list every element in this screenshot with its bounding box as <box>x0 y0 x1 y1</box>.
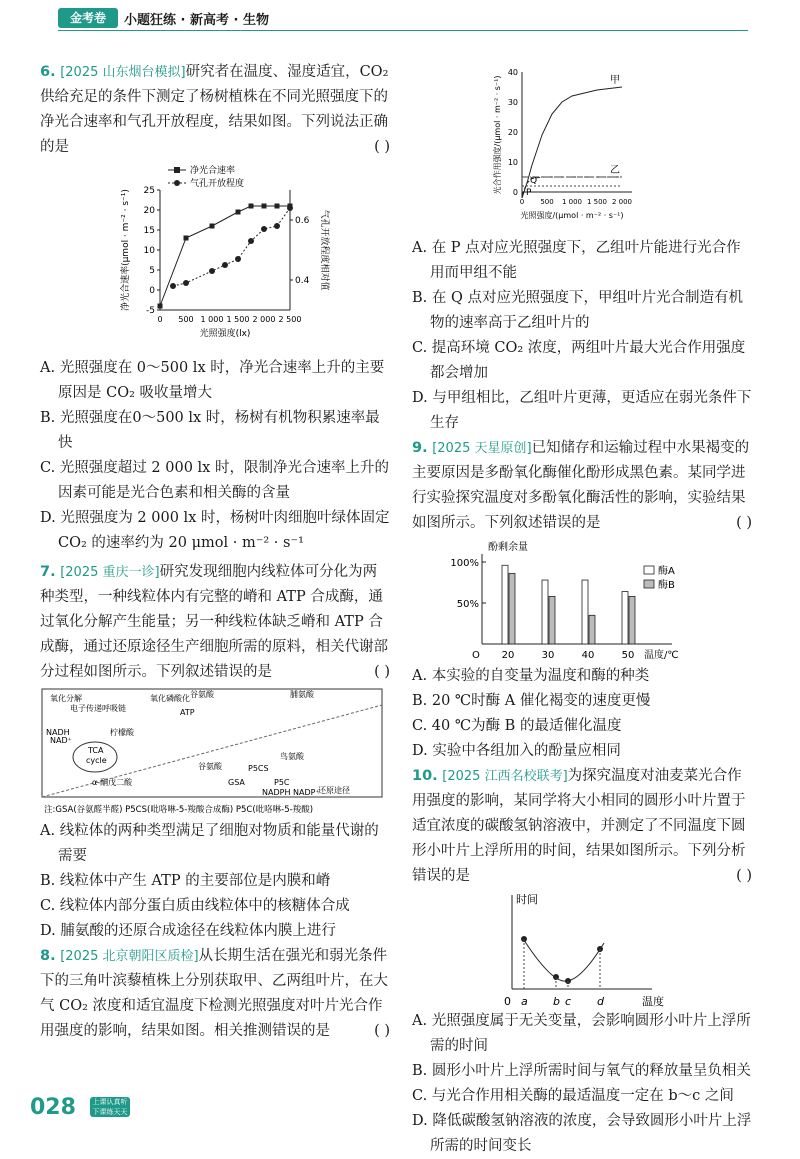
x-tick-label: d <box>597 995 604 1008</box>
q9-source: [2025 天星原创] <box>432 441 532 456</box>
bar-enzyme-a <box>622 592 628 644</box>
stomata-point <box>222 262 228 268</box>
q10-option-b: B. 圆形小叶片上浮所需时间与氧气的释放量呈负相关 <box>412 1063 751 1079</box>
q6-text: 研究者在温度、湿度适宜，CO₂ 供给充足的条件下测定了杨树植株在不同光照强度下的净光合速率和气孔开放程度，结果如图。下列说法正确的是 <box>40 64 389 155</box>
diagram-label: 还原途径 <box>318 786 350 795</box>
q9-number: 9. <box>412 440 428 456</box>
stomata-point <box>261 226 267 232</box>
x-axis-label: 温度 <box>642 995 664 1008</box>
stomata-point <box>287 205 293 211</box>
point-p-label: P <box>526 188 532 198</box>
diagram-label: 脯氨酸 <box>290 690 314 699</box>
y-tick-label: 30 <box>507 98 518 107</box>
q7-diagram <box>40 687 390 817</box>
x-tick-label: 500 <box>540 198 554 206</box>
net-photosynthesis-line <box>160 206 290 306</box>
y-tick-label: 20 <box>143 206 155 216</box>
legend-label-a: 酶A <box>658 566 675 577</box>
q7-answer-paren: ( ) <box>374 664 390 680</box>
q7-option-c: C. 线粒体内部分蛋白质由线粒体中的核糖体合成 <box>40 898 350 914</box>
bar-enzyme-b <box>509 573 515 644</box>
y-tick-label: 5 <box>149 266 155 276</box>
diagram-label: P5CS <box>248 764 269 773</box>
diagram-label: P5C <box>274 778 290 787</box>
x-tick-label: 0 <box>504 995 511 1008</box>
bar-enzyme-a <box>582 580 588 644</box>
bar-enzyme-a <box>502 565 508 644</box>
q9-option-a: A. 本实验的自变量为温度和酶的种类 <box>412 668 650 684</box>
q10-text: 为探究温度对油麦菜光合作用强度的影响，某同学将大小相同的圆形小叶片置于适宜浓度的碳酸氢钠溶液中，并测定了不同温度下圆形小叶片上浮所用的时间，结果如图所示。下列分析错误的是 <box>412 768 746 884</box>
q6-answer-paren: ( ) <box>374 139 390 155</box>
book-title: 小题狂练 · 新高考 · 生物 <box>124 13 269 28</box>
q8-answer-paren: ( ) <box>374 1023 390 1039</box>
x-tick-label: 0 <box>157 315 163 324</box>
diagram-label: 柠檬酸 <box>110 728 134 737</box>
q10-stem <box>412 764 752 889</box>
left-column <box>40 60 390 1044</box>
q6-option-b: B. 光照强度在0～500 lx 时，杨树有机物积累速率最快 <box>40 410 380 451</box>
footer-slogan: 上课认真听 下课练天天 <box>90 1097 130 1117</box>
q7-stem <box>40 560 390 685</box>
diagram-label: 电子传递呼吸链 <box>70 704 126 713</box>
q10-answer-paren: ( ) <box>736 868 752 884</box>
y-tick-label: 40 <box>507 68 518 77</box>
x-tick-label: 0 <box>519 198 525 206</box>
q9-figure <box>412 536 752 664</box>
series-yi-label: 乙 <box>610 165 620 176</box>
q10-option-a: A. 光照强度属于无关变量，会影响圆形小叶片上浮所需的时间 <box>412 1013 751 1054</box>
legend-swatch-b <box>644 580 654 588</box>
x-tick-label: 1 500 <box>586 198 608 206</box>
q6-figure <box>40 160 390 356</box>
diagram-label: cycle <box>86 756 107 765</box>
x-tick-label: 1 000 <box>561 198 583 206</box>
net-photosynthesis-point <box>184 236 189 241</box>
q9-answer-paren: ( ) <box>736 515 752 531</box>
legend-label-b: 酶B <box>658 580 675 591</box>
x-axis-label: 光照强度(lx) <box>199 329 251 339</box>
stomata-point <box>274 223 280 229</box>
q7-figure <box>40 687 390 817</box>
diagram-label: 鸟氨酸 <box>280 752 304 761</box>
q6-option-a: A. 光照强度在 0～500 lx 时，净光合速率上升的主要原因是 CO₂ 吸收量增大 <box>40 360 385 401</box>
bar-enzyme-b <box>629 596 635 644</box>
legend-label-stomata: 气孔开放程度 <box>190 179 245 189</box>
origin-label: O <box>472 650 480 661</box>
q10-figure <box>412 889 752 1009</box>
diagram-label: GSA <box>228 778 245 787</box>
q10-option-d: D. 降低碳酸氢钠溶液的浓度，会导致圆形小叶片上浮所需的时间变长 <box>412 1113 752 1154</box>
y-tick-label: 20 <box>507 128 518 137</box>
net-photosynthesis-point <box>158 304 163 309</box>
y-tick-label: 15 <box>143 226 155 236</box>
point-q-label: Q <box>530 176 538 186</box>
y2-tick-label: 0.4 <box>295 276 310 286</box>
q8-option-a: A. 在 P 点对应光照强度下，乙组叶片能进行光合作用而甲组不能 <box>412 240 741 281</box>
y-axis-label: 酚剩余量 <box>488 542 528 553</box>
diagram-label: ATP <box>180 708 195 717</box>
legend-label-net: 净光合速率 <box>190 166 236 176</box>
y-tick-label: -5 <box>146 306 155 316</box>
q8-chart <box>412 60 752 236</box>
stomata-point <box>209 268 215 274</box>
y-axis-label: 净光合速率(μmol · m⁻² · s⁻¹) <box>121 189 131 311</box>
q6-number: 6. <box>40 64 56 80</box>
q8-source: [2025 北京朝阳区质检] <box>60 949 199 964</box>
header-rule <box>58 30 748 31</box>
q6-source: [2025 山东烟台模拟] <box>60 65 186 80</box>
bar-enzyme-b <box>549 596 555 644</box>
net-photosynthesis-point <box>210 224 215 229</box>
q8-text: 从长期生活在强光和弱光条件下的三角叶滨藜植株上分别获取甲、乙两组叶片，在大气 CO₂ 浓度和适宜温度下检测光照强度对叶片光合作用强度的影响，结果如图。相关推测错误的是 <box>40 948 388 1039</box>
y-tick-label: 0 <box>512 188 518 197</box>
page-number: 028 <box>30 1095 76 1120</box>
diagram-label: NAD⁺ <box>50 736 72 745</box>
q7-source: [2025 重庆一诊] <box>60 565 160 580</box>
y-tick-label: 0 <box>149 286 155 296</box>
legend-marker-stomata <box>174 180 180 186</box>
y-axis-label: 时间 <box>516 893 538 906</box>
q8-option-d: D. 与甲组相比，乙组叶片更薄，更适应在弱光条件下生存 <box>412 390 752 431</box>
q7-number: 7. <box>40 564 56 580</box>
stomata-point <box>183 280 189 286</box>
q6-option-c: C. 光照强度超过 2 000 lx 时，限制净光合速率上升的因素可能是光合色素和相关酶的含量 <box>40 460 389 501</box>
y-tick-label: 25 <box>143 186 155 196</box>
x-tick-label: a <box>521 995 528 1008</box>
q7-option-b: B. 线粒体中产生 ATP 的主要部位是内膜和嵴 <box>40 873 331 889</box>
x-tick-label: 500 <box>178 315 194 324</box>
x-tick-label: 40 <box>581 650 595 661</box>
y-tick-label: 100% <box>450 558 479 569</box>
q8-option-c: C. 提高环境 CO₂ 浓度，两组叶片最大光合作用强度都会增加 <box>412 340 746 381</box>
y-tick-label: 10 <box>143 246 155 256</box>
x-axis-label: 光照强度/(μmol · m⁻² · s⁻¹) <box>520 211 624 220</box>
q7-option-a: A. 线粒体的两种类型满足了细胞对物质和能量代谢的需要 <box>40 823 379 864</box>
q8-option-b: B. 在 Q 点对应光照强度下，甲组叶片光合制造有机物的速率高于乙组叶片的 <box>412 290 743 331</box>
net-photosynthesis-point <box>262 204 267 209</box>
diagram-label: 氧化磷酸化 <box>150 694 190 703</box>
y2-tick-label: 0.6 <box>295 216 310 226</box>
x-tick-label: 30 <box>541 650 555 661</box>
x-tick-label: 50 <box>621 650 635 661</box>
time-curve <box>522 937 604 981</box>
y-axis-label: 光合作用强度/(μmol · m⁻² · s⁻¹) <box>493 75 502 195</box>
q9-option-b: B. 20 ℃时酶 A 催化褐变的速度更慢 <box>412 693 651 709</box>
y-tick-label: 10 <box>507 158 518 167</box>
q7-text: 研究发现细胞内线粒体可分化为两种类型，一种线粒体内有完整的嵴和 ATP 合成酶，通过氧化分解产生能量；另一种线粒体缺乏嵴和 ATP 合成酶，通过还原途径生产细胞所需的原料，相关代谢部分过程如图所示。下列叙述错误的是 <box>40 564 388 680</box>
stomata-point <box>170 283 176 289</box>
q10-number: 10. <box>412 768 438 784</box>
q6-chart <box>40 160 390 356</box>
x-tick-label: 2 500 <box>278 315 302 324</box>
x-tick-label: b <box>553 995 560 1008</box>
diagram-label: NADPH NADP⁺ <box>262 788 320 797</box>
diagram-label: α-酮戊二酸 <box>92 778 133 787</box>
legend-swatch-a <box>644 566 654 574</box>
q8-figure <box>412 60 752 236</box>
q7-option-d: D. 脯氨酸的还原合成途径在线粒体内膜上进行 <box>40 923 336 939</box>
q9-chart <box>412 536 752 664</box>
bar-enzyme-b <box>589 615 595 644</box>
stomata-point <box>248 238 254 244</box>
diagram-caption: 注:GSA(谷氨醛半醛) P5CS(吡咯啉-5-羧酸合成酶) P5C(吡咯啉-5-羧酸) <box>44 805 314 815</box>
q9-option-d: D. 实验中各组加入的酚量应相同 <box>412 743 621 759</box>
q9-stem <box>412 436 752 536</box>
net-photosynthesis-point <box>236 210 241 215</box>
x-tick-label: 2 000 <box>252 315 276 324</box>
q10-option-c: C. 与光合作用相关酶的最适温度一定在 b～c 之间 <box>412 1088 734 1104</box>
q6-option-d: D. 光照强度为 2 000 lx 时，杨树叶肉细胞叶绿体固定 CO₂ 的速率约为 20 μmol · m⁻² · s⁻¹ <box>40 510 390 551</box>
stomata-point <box>235 256 241 262</box>
q9-text: 已知储存和运输过程中水果褐变的主要原因是多酚氧化酶催化酚形成黑色素。某同学进行实验探究温度对多酚氧化酶活性的影响，实验结果如图所示。下列叙述错误的是 <box>412 440 750 531</box>
x-tick-label: 2 000 <box>611 198 633 206</box>
y2-axis-label: 气孔开放程度相对值 <box>319 209 329 291</box>
diagram-label: 谷氨酸 <box>190 690 214 699</box>
right-column <box>412 60 752 1159</box>
net-photosynthesis-point <box>249 204 254 209</box>
stomata-line <box>173 208 290 286</box>
net-photosynthesis-point <box>275 204 280 209</box>
x-tick-label: 20 <box>501 650 515 661</box>
x-axis-label: 温度/℃ <box>644 650 679 661</box>
q8-stem <box>40 944 390 1044</box>
diagram-label: 谷氨酸 <box>198 762 222 771</box>
q9-option-c: C. 40 ℃为酶 B 的最适催化温度 <box>412 718 622 734</box>
series-jia-label: 甲 <box>610 75 620 86</box>
bar-enzyme-a <box>542 580 548 644</box>
x-tick-label: 1 000 <box>200 315 224 324</box>
q10-source: [2025 江西名校联考] <box>442 769 568 784</box>
q8-number: 8. <box>40 948 56 964</box>
diagram-label: NADH <box>46 728 70 737</box>
q10-chart <box>412 889 752 1009</box>
legend-marker-net <box>174 167 180 173</box>
diagram-label: TCA <box>88 746 104 755</box>
y-tick-label: 50% <box>456 599 479 610</box>
q6-stem <box>40 60 390 160</box>
series-badge: 金考卷 <box>58 8 118 28</box>
x-tick-label: c <box>565 995 572 1008</box>
x-tick-label: 1 500 <box>226 315 250 324</box>
diagram-label: 氧化分解 <box>50 694 82 703</box>
